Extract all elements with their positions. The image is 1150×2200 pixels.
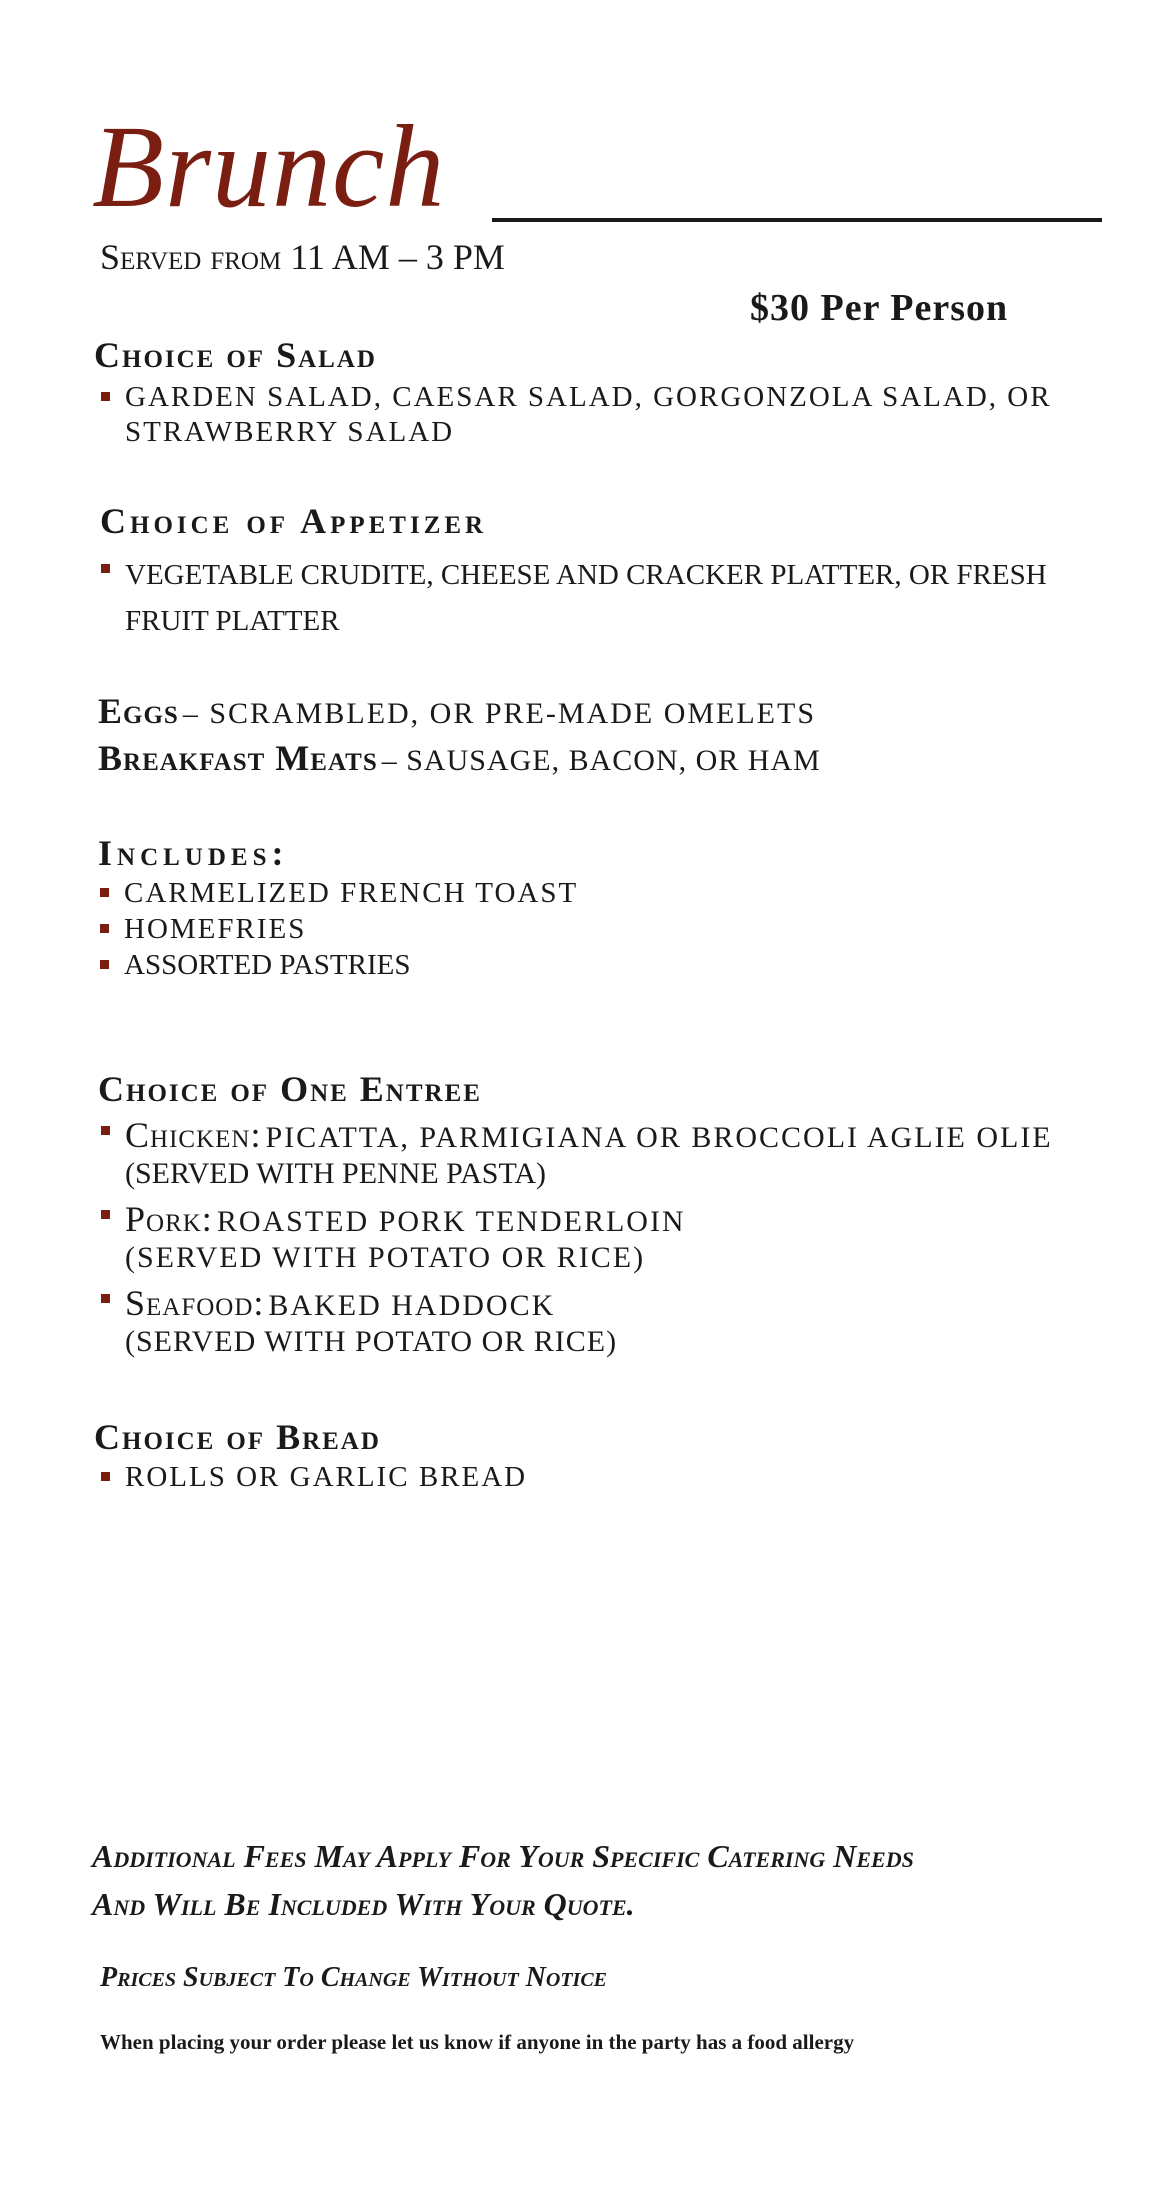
meats-label: Breakfast Meats bbox=[98, 738, 378, 778]
salad-line-1: GARDEN SALAD, CAESAR SALAD, GORGONZOLA SALAD, OR bbox=[125, 381, 1052, 413]
appetizer-item bbox=[125, 552, 1047, 644]
includes-item bbox=[124, 948, 410, 983]
includes-heading: Includes: bbox=[98, 833, 289, 873]
salad-item bbox=[125, 380, 1052, 450]
bullet-icon bbox=[101, 1294, 110, 1303]
bullet-icon bbox=[101, 1210, 110, 1219]
salad-line-2: STRAWBERRY SALAD bbox=[125, 415, 455, 448]
bread-item bbox=[125, 1460, 527, 1495]
eggs-label: Eggs bbox=[98, 691, 179, 731]
bullet-icon bbox=[100, 924, 109, 933]
fees-line-1: Additional Fees May Apply For Your Specific Catering Needs bbox=[92, 1838, 914, 1874]
allergy-notice: When placing your order please let us know if anyone in the party has a food allergy bbox=[100, 2030, 855, 2054]
entree-item bbox=[125, 1198, 686, 1276]
bullet-icon bbox=[100, 888, 109, 897]
includes-item bbox=[124, 876, 578, 911]
entree-desc: PICATTA, PARMIGIANA OR BROCCOLI AGLIE OLIE bbox=[265, 1121, 1053, 1154]
title-rule bbox=[492, 218, 1102, 222]
page-title: Brunch bbox=[92, 101, 446, 232]
entree-name: Pork: bbox=[125, 1199, 213, 1239]
includes-text: CARMELIZED FRENCH TOAST bbox=[124, 877, 579, 909]
entree-item bbox=[125, 1114, 1053, 1192]
appetizer-line-1: VEGETABLE CRUDITE, CHEESE AND CRACKER PLATTER, OR FRESH bbox=[125, 559, 1047, 591]
entree-note: (SERVED WITH POTATO OR RICE) bbox=[125, 1325, 618, 1358]
entree-name: Seafood: bbox=[125, 1283, 265, 1323]
bullet-icon bbox=[100, 960, 109, 969]
eggs-text: – SCRAMBLED, OR PRE-MADE OMELETS bbox=[182, 697, 817, 730]
salad-heading: Choice of Salad bbox=[94, 335, 377, 375]
meats-text: – SAUSAGE, BACON, OR HAM bbox=[381, 744, 821, 777]
prices-notice: Prices Subject To Change Without Notice bbox=[100, 1962, 608, 1993]
eggs-line bbox=[98, 690, 816, 732]
entree-item bbox=[125, 1282, 617, 1360]
bullet-icon bbox=[101, 392, 110, 401]
entree-note: (SERVED WITH PENNE PASTA) bbox=[125, 1157, 547, 1190]
bullet-icon bbox=[101, 1126, 110, 1135]
meats-line bbox=[98, 737, 821, 779]
includes-text: ASSORTED PASTRIES bbox=[124, 949, 411, 981]
includes-text: HOMEFRIES bbox=[124, 913, 307, 945]
bread-line-1: ROLLS OR GARLIC BREAD bbox=[125, 1461, 528, 1493]
appetizer-heading: Choice of Appetizer bbox=[100, 501, 488, 541]
price-per-person: $30 Per Person bbox=[750, 287, 1009, 329]
entree-desc: ROASTED PORK TENDERLOIN bbox=[216, 1205, 686, 1238]
entree-name: Chicken: bbox=[125, 1115, 262, 1155]
bread-heading: Choice of Bread bbox=[94, 1417, 381, 1457]
entree-heading: Choice of One Entree bbox=[98, 1069, 482, 1109]
bullet-icon bbox=[101, 564, 110, 573]
entree-desc: BAKED HADDOCK bbox=[268, 1289, 556, 1322]
fees-notice bbox=[92, 1832, 1092, 1928]
served-hours: Served from 11 AM – 3 PM bbox=[100, 237, 505, 277]
entree-note: (SERVED WITH POTATO OR RICE) bbox=[125, 1241, 646, 1274]
fees-line-2: And Will Be Included With Your Quote. bbox=[92, 1886, 635, 1922]
appetizer-line-2: FRUIT PLATTER bbox=[125, 605, 340, 637]
bullet-icon bbox=[101, 1472, 110, 1481]
includes-item bbox=[124, 912, 306, 947]
